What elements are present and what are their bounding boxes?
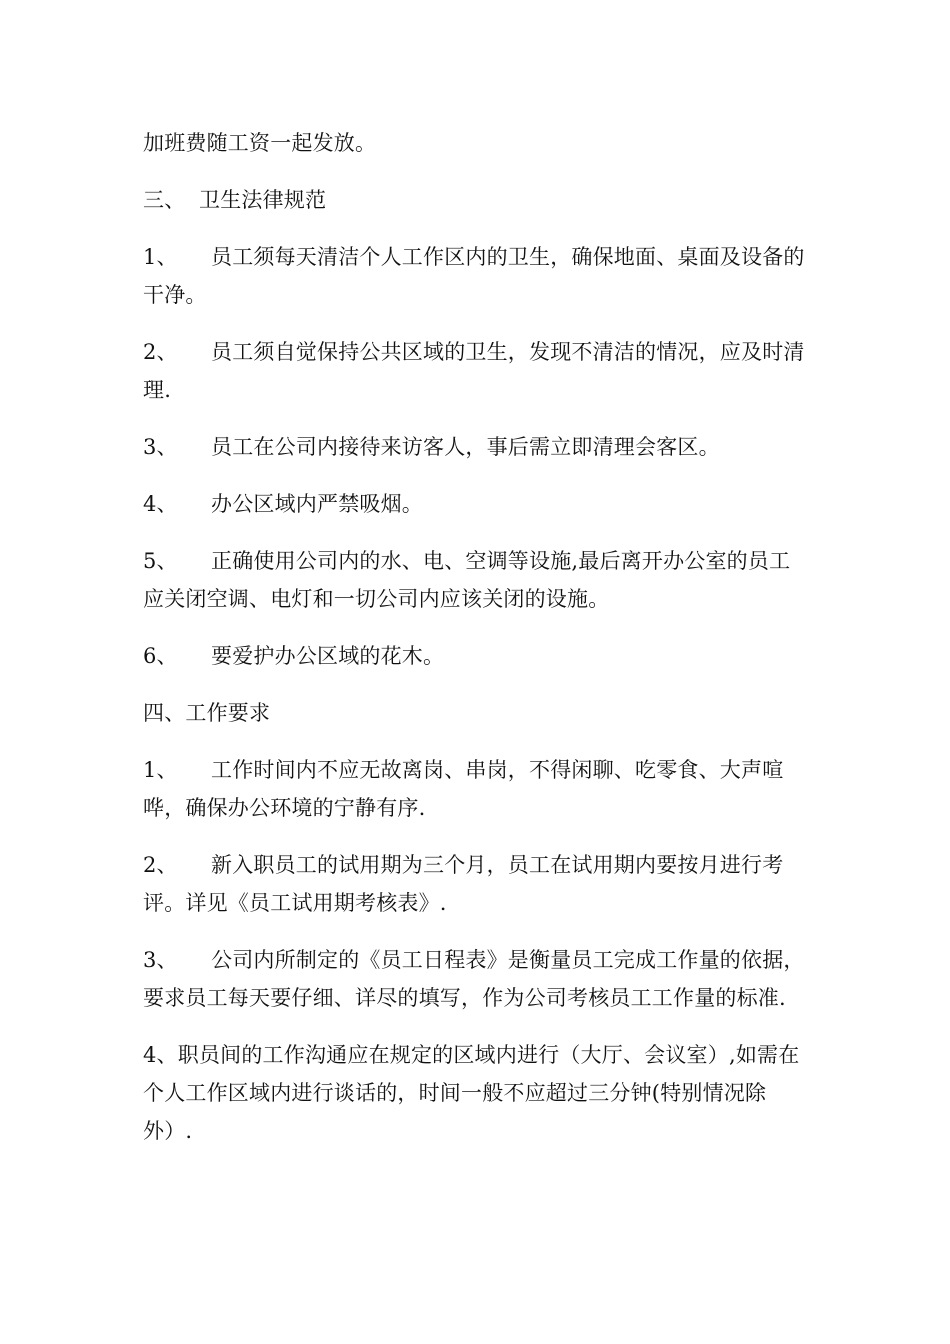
item-text: 工作时间内不应无故离岗、串岗，不得闲聊、吃零食、大声喧哗，确保办公环境的宁静有序. bbox=[143, 758, 784, 820]
section-4-item-4: 4、职员间的工作沟通应在规定的区域内进行（大厅、会议室）,如需在个人工作区域内进行谈话的，时间一般不应超过三分钟(特别情况除外）. bbox=[143, 1043, 800, 1143]
section-3-number: 三、 bbox=[143, 188, 186, 212]
item-text: 要爱护办公区域的花木。 bbox=[211, 644, 445, 668]
item-text: 公司内所制定的《员工日程表》是衡量员工完成工作量的依据，要求员工每天要仔细、详尽的填写，作为公司考核员工工作量的标准. bbox=[143, 948, 805, 1010]
item-number: 3、 bbox=[143, 435, 178, 459]
section-4-item-3 bbox=[143, 941, 811, 1017]
item-number: 1、 bbox=[143, 245, 178, 269]
document-body bbox=[143, 124, 811, 1169]
item-number: 1、 bbox=[143, 758, 178, 782]
section-3-title: 卫生法律规范 bbox=[199, 188, 327, 212]
section-4-item-1 bbox=[143, 751, 811, 827]
item-number: 6、 bbox=[143, 644, 178, 668]
item-text: 新入职员工的试用期为三个月，员工在试用期内要按月进行考评。详见《员工试用期考核表》. bbox=[143, 853, 784, 915]
section-3-item-5 bbox=[143, 542, 811, 618]
section-3-item-6 bbox=[143, 637, 811, 675]
section-3-heading bbox=[143, 181, 811, 219]
section-4-heading: 四、工作要求 bbox=[143, 701, 271, 725]
item-number: 5、 bbox=[143, 549, 178, 573]
section-3-item-4 bbox=[143, 485, 811, 523]
item-number: 4、 bbox=[143, 492, 178, 516]
carryover-paragraph: 加班费随工资一起发放。 bbox=[143, 131, 377, 155]
section-3-item-2 bbox=[143, 333, 811, 409]
item-text: 员工须自觉保持公共区域的卫生，发现不清洁的情况，应及时清理. bbox=[143, 340, 805, 402]
section-3-item-1 bbox=[143, 238, 811, 314]
item-number: 2、 bbox=[143, 340, 178, 364]
item-text: 员工须每天清洁个人工作区内的卫生，确保地面、桌面及设备的干净。 bbox=[143, 245, 805, 307]
item-text: 正确使用公司内的水、电、空调等设施,最后离开办公室的员工应关闭空调、电灯和一切公司内应该关闭的设施。 bbox=[143, 549, 791, 611]
item-text: 员工在公司内接待来访客人，事后需立即清理会客区。 bbox=[211, 435, 720, 459]
item-number: 3、 bbox=[143, 948, 178, 972]
item-text: 办公区域内严禁吸烟。 bbox=[211, 492, 423, 516]
section-4-item-2 bbox=[143, 846, 811, 922]
item-number: 2、 bbox=[143, 853, 178, 877]
section-3-item-3 bbox=[143, 428, 811, 466]
